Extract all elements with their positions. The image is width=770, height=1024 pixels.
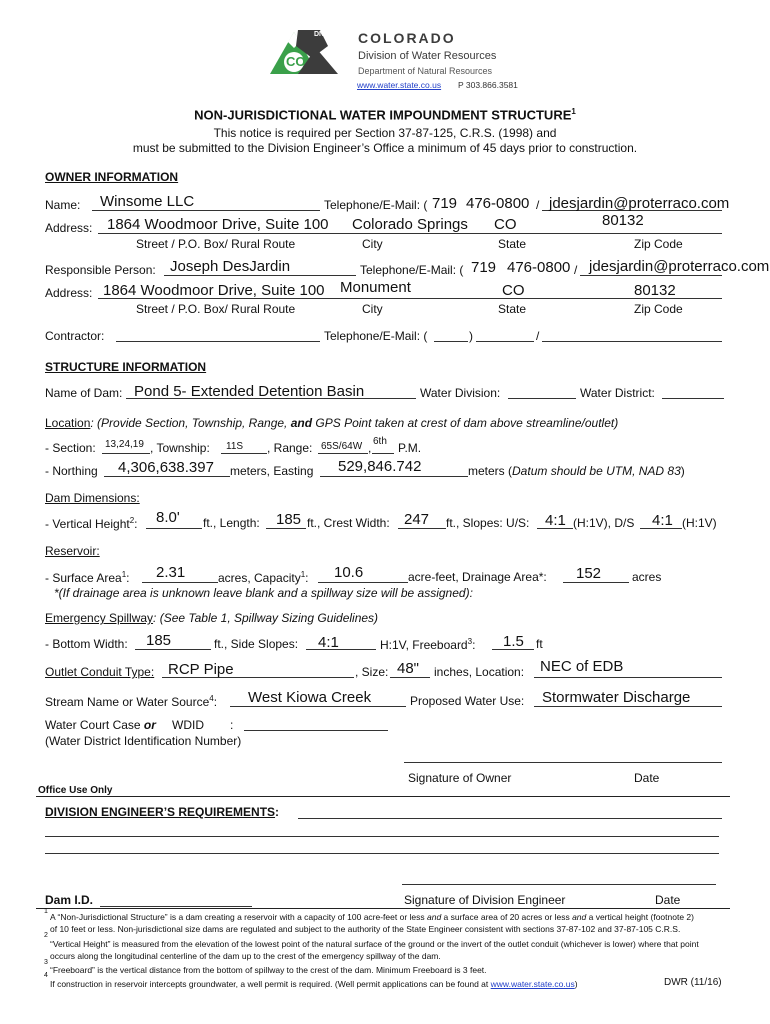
drainage-note: *(If drainage area is unknown leave blank and a spillway size will be assigned): — [54, 586, 473, 600]
length-field[interactable]: 185 — [276, 511, 302, 528]
stream-label: Stream Name or Water Source$^4$: — [45, 694, 218, 709]
owner-name-label: Name: — [45, 198, 81, 212]
wdid-line[interactable] — [244, 730, 388, 731]
street-caption: Street / P.O. Box/ Rural Route — [136, 237, 296, 251]
requirements-line-1[interactable] — [298, 818, 722, 819]
contractor-tel-close: ) — [469, 329, 473, 343]
fn1-part-b: a surface area of 20 acres or less — [441, 912, 573, 922]
freeboard-ft: ft — [536, 637, 543, 651]
freeboard-label: H:1V, Freeboard$^3$: — [380, 637, 476, 652]
crest-width-field[interactable]: 247 — [404, 511, 430, 528]
state-caption-2: State — [498, 302, 527, 316]
water-division-line[interactable] — [508, 398, 576, 399]
outlet-label-text: Outlet Conduit Type — [45, 665, 151, 679]
responsible-tel-label: Telephone/E-Mail: ( — [360, 263, 464, 277]
drainage-label: acre-feet, Drainage Area*: — [408, 570, 547, 584]
northing-label: - Northing — [45, 464, 98, 478]
freeboard-footnote: 3 — [467, 637, 473, 646]
responsible-address-label: Address: — [45, 286, 93, 300]
freeboard-label-text: H:1V, Freeboard — [380, 638, 468, 652]
office-use-label: Office Use Only — [38, 785, 113, 796]
range-label: , Range: — [267, 441, 313, 455]
req-heading-text: DIVISION ENGINEER’S REQUIREMENTS — [45, 805, 276, 819]
northing-field[interactable]: 4,306,638.397 — [118, 459, 214, 476]
owner-signature-line[interactable] — [404, 762, 722, 763]
owner-name-field[interactable]: Winsome LLC — [100, 193, 195, 210]
department-name: Department of Natural Resources — [358, 66, 493, 76]
responsible-email-line — [580, 275, 722, 276]
footnote-divider — [36, 908, 730, 909]
owner-name-line — [92, 210, 320, 211]
owner-tel-label: Telephone/E-Mail: ( — [324, 198, 428, 212]
fn4-website-link[interactable]: www.water.state.co.us — [490, 979, 575, 989]
req-colon: : — [275, 805, 280, 819]
owner-address-field[interactable]: 1864 Woodmoor Drive, Suite 100 — [107, 216, 329, 233]
contractor-tel-label: Telephone/E-Mail: ( — [324, 329, 428, 343]
stream-footnote: 4 — [209, 694, 214, 703]
vh-label-text: - Vertical Height — [45, 517, 130, 531]
dam-id-line[interactable] — [100, 906, 252, 907]
notice-line-2: must be submitted to the Division Engineer’s Office a minimum of 45 days prior to construction. — [132, 141, 638, 155]
footnote-2-line-1: “Vertical Height” is measured from the elevation of the lowest point of the natural surface of the ground or the invert of the outlet conduit (whichever is lower) where that point — [50, 939, 699, 949]
datum-text: meters (Datum should be UTM, NAD 83) — [468, 464, 685, 478]
pm-field[interactable]: 6th — [373, 436, 387, 447]
fn4-part-a: If construction in reservoir intercepts groundwater, a well permit is required. (Well permit applications can be found at — [50, 979, 491, 989]
location-note: : (Provide Section, Township, Range, — [90, 416, 291, 430]
footnote-4-marker: 4 — [44, 972, 48, 979]
section-label: - Section: — [45, 441, 96, 455]
notice-line-1: This notice is required per Section 37-87-125, C.R.S. (1998) and — [213, 126, 557, 140]
spillway-note: : (See Table 1, Spillway Sizing Guidelines) — [153, 611, 379, 625]
owner-tel-number[interactable]: 476-0800 — [466, 195, 530, 212]
fn4-part-b: ) — [574, 979, 578, 989]
ds-slope-field[interactable]: 4:1 — [652, 512, 673, 529]
size-field[interactable]: 48" — [397, 660, 420, 677]
structure-heading: STRUCTURE INFORMATION — [45, 360, 207, 374]
acres-label: acres — [632, 570, 662, 584]
fn1-andor: and — [572, 912, 587, 922]
meters-label: meters ( — [468, 464, 513, 478]
responsible-state-field[interactable]: CO — [502, 282, 525, 299]
owner-date-caption: Date — [634, 771, 660, 785]
responsible-zip-field[interactable]: 80132 — [634, 282, 676, 299]
water-division-label: Water Division: — [420, 386, 501, 400]
phone-number: P 303.866.3581 — [458, 80, 518, 90]
street-caption-2: Street / P.O. Box/ Rural Route — [136, 302, 296, 316]
form-id: DWR (11/16) — [664, 977, 722, 988]
responsible-address-field[interactable]: 1864 Woodmoor Drive, Suite 100 — [103, 282, 325, 299]
logo-dnr-text: DNR — [314, 31, 330, 38]
surface-area-field[interactable]: 2.31 — [156, 564, 186, 581]
range-line — [318, 453, 368, 454]
crest-width-line — [398, 528, 446, 529]
slopes-label: ft., Slopes: U/S: — [446, 516, 530, 530]
drainage-line — [563, 582, 629, 583]
footnote-3-marker: 3 — [44, 959, 48, 966]
owner-address-label: Address: — [45, 221, 93, 235]
vertical-height-field[interactable]: 8.0' — [156, 509, 180, 526]
water-use-line — [534, 706, 722, 707]
footnote-2-line-2: occurs along the longitudinal centerline of the dam up to the crest of the emergency spillway of the dam. — [50, 951, 441, 961]
capacity-line — [318, 582, 408, 583]
drainage-field[interactable]: 152 — [576, 565, 602, 582]
responsible-name-field[interactable]: Joseph DesJardin — [170, 258, 291, 275]
section-field[interactable]: 13,24,19 — [105, 439, 144, 450]
surface-footnote: 1 — [121, 570, 127, 579]
location-note-2: GPS Point taken at crest of dam above streamline/outlet) — [312, 416, 619, 430]
water-district-label: Water District: — [580, 386, 655, 400]
freeboard-field[interactable]: 1.5 — [503, 633, 524, 650]
responsible-tel-area[interactable]: 719 — [471, 259, 497, 276]
dam-id-label: Dam I.D. — [45, 893, 94, 907]
footnote-1-marker: 1 — [44, 908, 48, 915]
responsible-tel-slash: / — [574, 263, 578, 277]
engineer-date-caption: Date — [655, 893, 681, 907]
bottom-width-field[interactable]: 185 — [146, 632, 172, 649]
wdid-label: WDID — [172, 718, 204, 732]
datum-note: Datum should be UTM, NAD 83 — [512, 464, 681, 478]
length-label: ft., Length: — [203, 516, 260, 530]
spillway-instructions — [45, 611, 378, 625]
bottom-width-line — [135, 649, 211, 650]
capacity-label-text: acres, Capacity — [218, 571, 301, 585]
owner-email-field[interactable]: jdesjardin@proterraco.com — [549, 195, 730, 212]
contractor-label: Contractor: — [45, 329, 105, 343]
court-label-text: Water Court Case — [45, 718, 144, 732]
location-and: and — [290, 416, 313, 430]
footnote-2-marker: 2 — [44, 932, 48, 939]
size-line — [390, 677, 430, 678]
footnote-1-line-2: of 10 feet or less. Non-jurisdictional size dams are regulated and subject to the authority of the State Engineer consistent with sections 37-87-102 and 37-87-105 C.R.S. — [50, 924, 681, 934]
water-use-label: Proposed Water Use: — [410, 694, 525, 708]
stream-label-text: Stream Name or Water Source — [45, 695, 210, 709]
owner-zip-field[interactable]: 80132 — [602, 212, 644, 229]
website-link[interactable]: www.water.state.co.us — [357, 80, 442, 90]
ds-label: (H:1V), D/S — [573, 516, 635, 530]
water-use-field[interactable]: Stormwater Discharge — [542, 689, 691, 706]
title-text: NON-JURISDICTIONAL WATER IMPOUNDMENT STRUCTURE — [194, 107, 572, 123]
contractor-name-line[interactable] — [116, 341, 320, 342]
length-line — [266, 528, 306, 529]
surface-area-line — [142, 582, 218, 583]
surface-area-label: - Surface Area$^1$: — [45, 570, 130, 585]
logo-co-text: CO — [286, 54, 306, 69]
wdid-colon: : — [230, 718, 234, 732]
responsible-tel-number[interactable]: 476-0800 — [507, 259, 571, 276]
section-line — [102, 453, 150, 454]
requirements-line-2[interactable] — [45, 836, 719, 837]
responsible-city-field[interactable]: Monument — [340, 279, 411, 296]
pm-label: P.M. — [398, 441, 422, 455]
footnote-4 — [50, 979, 578, 989]
stream-line — [230, 706, 406, 707]
footnote-1-line-1 — [50, 912, 694, 922]
surface-label-text: - Surface Area — [45, 571, 122, 585]
vertical-height-label: - Vertical Height$^2$: — [45, 516, 138, 531]
township-label: , Township: — [150, 441, 210, 455]
wdid-note: (Water District Identification Number) — [45, 734, 242, 748]
h1v-label: (H:1V) — [682, 516, 717, 530]
size-label: , Size: — [355, 665, 389, 679]
capacity-footnote: 1 — [300, 570, 306, 579]
owner-address-line — [98, 233, 722, 234]
owner-tel-slash: / — [536, 198, 540, 212]
contractor-tel-number-line[interactable] — [476, 341, 534, 342]
division-name: Division of Water Resources — [358, 50, 497, 62]
court-or: or — [143, 718, 156, 732]
engineer-signature-caption: Signature of Division Engineer — [404, 893, 566, 907]
stream-field[interactable]: West Kiowa Creek — [248, 689, 372, 706]
footnote-3: “Freeboard” is the vertical distance from the bottom of spillway to the crest of the dam. Minimum Freeboard is 3 feet. — [50, 965, 487, 975]
pm-line — [372, 453, 394, 454]
outlet-type-field[interactable]: RCP Pipe — [168, 661, 234, 678]
easting-label: meters, Easting — [230, 464, 314, 478]
reservoir-label: Reservoir: — [45, 544, 100, 558]
capacity-label: acres, Capacity$^1$: — [218, 570, 309, 585]
dam-name-label: Name of Dam: — [45, 386, 123, 400]
responsible-label: Responsible Person: — [45, 263, 156, 277]
water-district-line[interactable] — [662, 398, 724, 399]
title-footnote: 1 — [571, 107, 576, 116]
dam-dimensions-label: Dam Dimensions: — [45, 491, 140, 505]
org-title: COLORADO — [358, 30, 456, 46]
city-caption-2: City — [362, 302, 383, 316]
requirements-line-3[interactable] — [45, 853, 719, 854]
contractor-tel-area-line[interactable] — [434, 341, 468, 342]
page-title — [0, 107, 770, 122]
side-slopes-label: ft., Side Slopes: — [214, 637, 299, 651]
easting-line — [320, 476, 468, 477]
outlet-location-label: inches, Location: — [434, 665, 525, 679]
responsible-email-field[interactable]: jdesjardin@proterraco.com — [589, 258, 770, 275]
city-caption: City — [362, 237, 383, 251]
responsible-name-line — [164, 275, 356, 276]
outlet-location-field[interactable]: NEC of EDB — [540, 658, 624, 675]
easting-field[interactable]: 529,846.742 — [338, 458, 422, 475]
location-instructions — [45, 416, 618, 430]
requirements-heading — [45, 805, 279, 819]
owner-tel-area[interactable]: 719 — [432, 195, 458, 212]
side-slopes-line — [306, 649, 376, 650]
court-case-label — [45, 718, 156, 732]
owner-state-field[interactable]: CO — [494, 216, 517, 233]
bottom-width-label: - Bottom Width: — [45, 637, 128, 651]
location-label: Location — [45, 416, 91, 430]
northing-line — [104, 476, 230, 477]
engineer-signature-line[interactable] — [402, 884, 716, 885]
fn1-part-a: A “Non-Jurisdictional Structure” is a dam creating a reservoir with a capacity of 100 acre-feet or less — [50, 912, 427, 922]
fn1-part-c: a vertical height (footnote 2) — [586, 912, 694, 922]
range-comma: , — [368, 441, 372, 455]
zip-caption-2: Zip Code — [634, 302, 683, 316]
owner-city-field[interactable]: Colorado Springs — [352, 216, 468, 233]
fn1-and: and — [427, 912, 442, 922]
owner-heading: OWNER INFORMATION — [45, 170, 179, 184]
vertical-height-line — [146, 528, 202, 529]
contractor-tel-slash: / — [536, 329, 540, 343]
state-caption: State — [498, 237, 527, 251]
zip-caption: Zip Code — [634, 237, 683, 251]
range-field[interactable]: 65S/64W — [321, 441, 363, 452]
spillway-label: Emergency Spillway — [45, 611, 154, 625]
contractor-email-line[interactable] — [542, 341, 722, 342]
owner-signature-caption: Signature of Owner — [408, 771, 512, 785]
crest-width-label: ft., Crest Width: — [307, 516, 390, 530]
side-slopes-field[interactable]: 4:1 — [318, 634, 339, 651]
us-slope-field[interactable]: 4:1 — [545, 512, 566, 529]
capacity-field[interactable]: 10.6 — [334, 564, 364, 581]
vh-footnote: 2 — [129, 516, 135, 525]
township-field[interactable]: 11S — [226, 441, 244, 452]
township-line — [221, 453, 267, 454]
outlet-location-line — [534, 677, 722, 678]
dam-name-field[interactable]: Pond 5- Extended Detention Basin — [134, 383, 365, 400]
outlet-type-label: Outlet Conduit Type: — [45, 665, 155, 679]
